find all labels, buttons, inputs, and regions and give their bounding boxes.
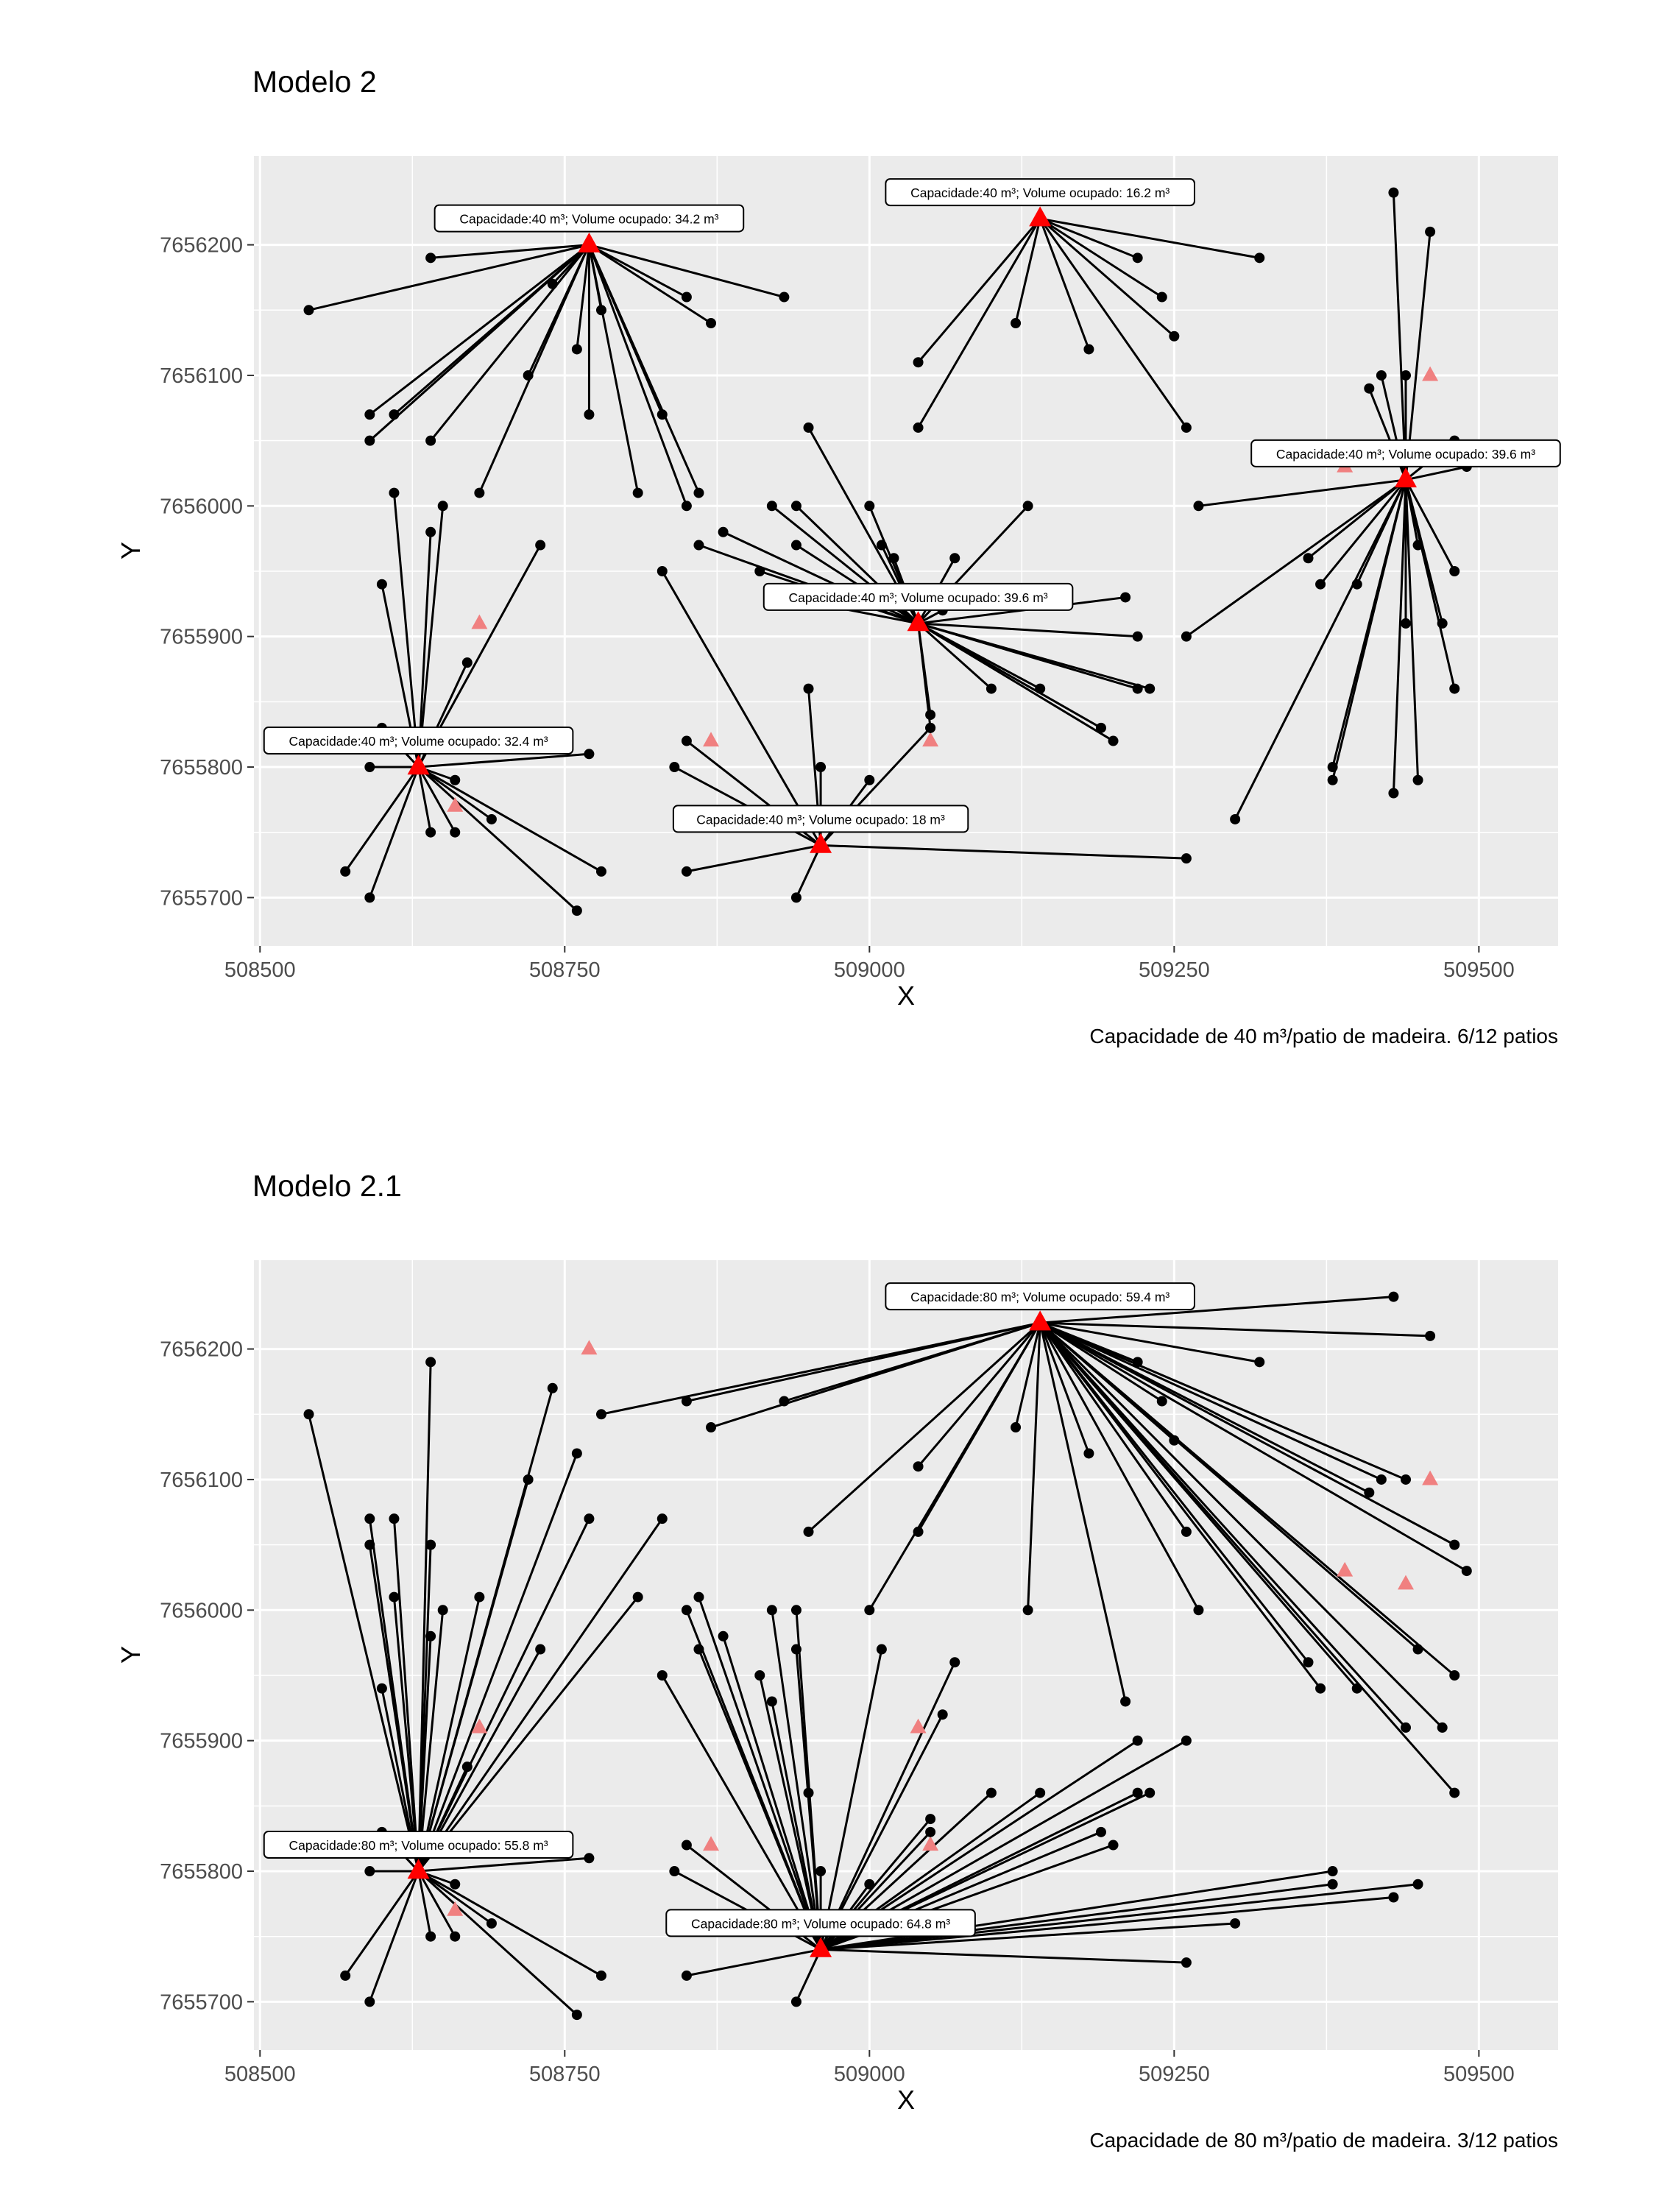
harvest-point [340,1971,350,1981]
harvest-point [572,1448,582,1458]
harvest-point [1388,788,1398,798]
y-tick-label: 7655800 [160,1860,243,1884]
x-tick-label: 508500 [224,958,296,982]
harvest-point [584,1513,594,1524]
chart-canvas [0,1104,1656,2208]
x-tick-label: 509000 [833,2063,905,2086]
harvest-point [1364,1488,1374,1498]
harvest-point [718,1631,729,1642]
harvest-point [754,1670,765,1681]
harvest-point [425,252,436,263]
harvest-point [938,1709,948,1720]
harvest-point [1144,684,1155,694]
harvest-point [389,488,399,498]
y-tick-label: 7655900 [160,625,243,649]
harvest-point [986,684,997,694]
harvest-point [304,1409,314,1419]
x-axis-ticks [224,946,1515,982]
harvest-point [1401,1722,1411,1733]
harvest-point [682,501,692,511]
harvest-point [913,357,924,367]
yard-label: Capacidade:40 m³; Volume ocupado: 16.2 m³ [910,185,1170,201]
harvest-point [804,1788,814,1798]
yard-label: Capacidade:80 m³; Volume ocupado: 64.8 m³ [690,1916,951,1932]
harvest-point [377,1683,387,1694]
harvest-point [657,1513,668,1524]
harvest-point [364,762,375,772]
harvest-point [425,1631,436,1642]
harvest-point [682,1971,692,1981]
yard-label: Capacidade:40 m³; Volume ocupado: 18 m³ [696,812,945,827]
chart-caption: Capacidade de 40 m³/patio de madeira. 6/12 patios [1089,1025,1558,1047]
harvest-point [682,292,692,303]
y-axis-label: Y [116,1645,146,1664]
harvest-point [669,1866,679,1876]
harvest-point [425,1540,436,1550]
harvest-point [572,905,582,916]
harvest-point [1193,1605,1203,1615]
harvest-point [364,1996,375,2007]
harvest-point [1108,736,1119,746]
harvest-point [450,827,460,838]
x-tick-label: 508500 [224,2063,296,2086]
y-axis-label: Y [116,541,146,560]
harvest-point [1364,384,1374,394]
harvest-point [572,2010,582,2020]
harvest-point [438,1605,448,1615]
x-axis-ticks [224,2050,1515,2086]
x-tick-label: 508750 [528,958,601,982]
chart-modelo-2 [0,0,1656,1104]
harvest-point [1096,723,1106,733]
harvest-point [864,775,874,785]
harvest-point [1449,1788,1459,1798]
harvest-point [767,1605,777,1615]
harvest-point [1023,1605,1033,1615]
harvest-point [304,305,314,315]
harvest-point [1425,1331,1435,1341]
harvest-point [877,1644,887,1655]
harvest-point [1193,501,1203,511]
harvest-point [1120,1696,1130,1706]
yard-label: Capacidade:40 m³; Volume ocupado: 39.6 m³ [788,590,1048,605]
harvest-point [986,1788,997,1798]
harvest-point [1413,1879,1423,1890]
harvest-point [1328,775,1338,785]
harvest-point [1144,1788,1155,1798]
harvest-point [1157,1396,1167,1407]
harvest-point [425,527,436,537]
y-tick-label: 7656100 [160,1468,243,1492]
harvest-point [791,1605,802,1615]
harvest-point [389,409,399,420]
y-axis-ticks [160,234,254,911]
y-axis-ticks [160,1338,254,2015]
harvest-point [815,762,826,772]
harvest-point [791,892,802,902]
harvest-point [1425,227,1435,237]
harvest-point [596,866,606,877]
harvest-point [425,436,436,446]
harvest-point [1376,1474,1387,1485]
harvest-point [657,1670,668,1681]
harvest-point [523,370,534,381]
harvest-point [462,1762,473,1772]
harvest-point [364,892,375,902]
harvest-point [535,540,545,551]
harvest-point [1376,370,1387,381]
harvest-point [450,1879,460,1890]
harvest-point [657,409,668,420]
harvest-point [596,1971,606,1981]
harvest-point [1133,252,1143,263]
harvest-point [693,1592,704,1603]
harvest-point [572,344,582,354]
harvest-point [779,1396,789,1407]
harvest-point [462,657,473,668]
harvest-point [913,1527,924,1537]
harvest-point [1388,188,1398,198]
harvest-point [718,527,729,537]
harvest-point [1437,1722,1448,1733]
harvest-point [1133,1788,1143,1798]
harvest-point [1328,1866,1338,1876]
harvest-point [474,1592,484,1603]
harvest-point [925,1827,935,1837]
harvest-point [425,1357,436,1367]
yard-label: Capacidade:80 m³; Volume ocupado: 55.8 m³ [289,1838,548,1854]
harvest-point [1449,1540,1459,1550]
harvest-point [1181,423,1192,433]
harvest-point [1328,1879,1338,1890]
harvest-point [1401,1474,1411,1485]
harvest-point [584,749,594,759]
harvest-point [1169,1435,1179,1446]
harvest-point [949,1657,960,1667]
harvest-point [682,866,692,877]
x-tick-label: 509250 [1138,958,1210,982]
harvest-point [1133,1357,1143,1367]
y-tick-label: 7656000 [160,1599,243,1623]
harvest-point [693,1644,704,1655]
harvest-point [925,710,935,720]
harvest-point [682,1605,692,1615]
harvest-point [791,540,802,551]
harvest-point [1181,1527,1192,1537]
yard-label: Capacidade:80 m³; Volume ocupado: 59.4 m³ [910,1290,1170,1305]
harvest-point [1108,1840,1119,1851]
harvest-point [364,436,375,446]
harvest-point [1413,1644,1423,1655]
harvest-point [925,1814,935,1824]
harvest-point [888,553,899,563]
x-tick-label: 509250 [1138,2063,1210,2086]
harvest-point [864,1879,874,1890]
harvest-point [438,501,448,511]
chart-modelo-2-1 [0,1104,1656,2208]
harvest-point [474,488,484,498]
harvest-point [1023,501,1033,511]
chart-title: Modelo 2.1 [252,1169,402,1203]
harvest-point [425,827,436,838]
harvest-point [364,1540,375,1550]
harvest-point [548,279,558,289]
chart-canvas [0,0,1656,1104]
harvest-point [1181,1957,1192,1968]
harvest-point [1449,1670,1459,1681]
harvest-point [767,1696,777,1706]
y-tick-label: 7655900 [160,1729,243,1753]
harvest-point [913,423,924,433]
x-tick-label: 509500 [1443,2063,1515,2086]
harvest-point [864,501,874,511]
harvest-point [1401,618,1411,629]
harvest-point [633,1592,643,1603]
harvest-point [389,1513,399,1524]
harvest-point [486,814,497,824]
harvest-point [877,540,887,551]
harvest-point [693,488,704,498]
harvest-point [1133,684,1143,694]
harvest-point [804,423,814,433]
y-tick-label: 7656200 [160,233,243,258]
x-tick-label: 509000 [833,958,905,982]
x-tick-label: 508750 [528,2063,601,2086]
harvest-point [1315,1683,1326,1694]
harvest-point [682,1396,692,1407]
harvest-point [682,736,692,746]
harvest-point [804,684,814,694]
harvest-point [548,1383,558,1393]
harvest-point [913,1461,924,1471]
harvest-point [1181,632,1192,642]
harvest-point [450,1932,460,1942]
harvest-point [1133,1736,1143,1746]
y-tick-label: 7655700 [160,886,243,911]
y-tick-label: 7655700 [160,1990,243,2015]
harvest-point [1449,566,1459,576]
harvest-point [1181,853,1192,863]
harvest-point [1413,775,1423,785]
harvest-point [804,1527,814,1537]
harvest-point [669,762,679,772]
harvest-point [657,566,668,576]
harvest-point [791,1996,802,2007]
harvest-point [1303,553,1314,563]
harvest-point [535,1644,545,1655]
harvest-point [754,566,765,576]
harvest-point [1181,1736,1192,1746]
harvest-point [1413,540,1423,551]
harvest-point [1083,344,1094,354]
x-axis-label: X [896,980,916,1011]
harvest-point [1254,252,1264,263]
harvest-point [1462,1566,1472,1576]
harvest-point [596,305,606,315]
x-axis-label: X [896,2085,916,2115]
yard-label: Capacidade:40 m³; Volume ocupado: 39.6 m³ [1275,446,1536,462]
harvest-point [1352,579,1362,590]
y-tick-label: 7656200 [160,1338,243,1362]
harvest-point [1352,1683,1362,1694]
harvest-point [1120,592,1130,602]
harvest-point [340,866,350,877]
harvest-point [1388,1892,1398,1902]
harvest-point [1230,814,1240,824]
harvest-point [1449,684,1459,694]
harvest-point [584,1853,594,1863]
harvest-point [1401,370,1411,381]
harvest-point [1083,1448,1094,1458]
harvest-point [364,409,375,420]
harvest-point [1011,318,1021,328]
harvest-point [364,1513,375,1524]
harvest-point [791,1644,802,1655]
harvest-point [1303,1657,1314,1667]
harvest-point [377,579,387,590]
harvest-point [949,553,960,563]
harvest-point [1133,632,1143,642]
harvest-point [682,1840,692,1851]
harvest-point [1254,1357,1264,1367]
harvest-point [791,501,802,511]
harvest-point [1157,292,1167,303]
harvest-point [450,775,460,785]
harvest-point [1096,1827,1106,1837]
harvest-point [815,1866,826,1876]
chart-caption: Capacidade de 80 m³/patio de madeira. 3/12 patios [1089,2129,1558,2152]
harvest-point [1230,1918,1240,1929]
harvest-point [425,1932,436,1942]
harvest-point [864,1605,874,1615]
harvest-point [1035,1788,1045,1798]
harvest-point [1035,684,1045,694]
harvest-point [1011,1422,1021,1432]
harvest-point [706,318,716,328]
harvest-point [389,1592,399,1603]
y-tick-label: 7656000 [160,495,243,519]
harvest-point [584,409,594,420]
harvest-point [1169,331,1179,342]
harvest-point [1315,579,1326,590]
chart-title: Modelo 2 [252,65,377,99]
yard-label: Capacidade:40 m³; Volume ocupado: 34.2 m³ [459,211,719,227]
harvest-point [596,1409,606,1419]
x-tick-label: 509500 [1443,958,1515,982]
harvest-point [767,501,777,511]
harvest-point [523,1474,534,1485]
harvest-point [1328,762,1338,772]
harvest-point [633,488,643,498]
harvest-point [364,1866,375,1876]
yard-label: Capacidade:40 m³; Volume ocupado: 32.4 m³ [289,734,548,749]
harvest-point [706,1422,716,1432]
harvest-point [1388,1292,1398,1302]
harvest-point [925,723,935,733]
harvest-point [779,292,789,303]
y-tick-label: 7655800 [160,756,243,780]
y-tick-label: 7656100 [160,364,243,388]
harvest-point [1437,618,1448,629]
harvest-point [486,1918,497,1929]
harvest-point [693,540,704,551]
